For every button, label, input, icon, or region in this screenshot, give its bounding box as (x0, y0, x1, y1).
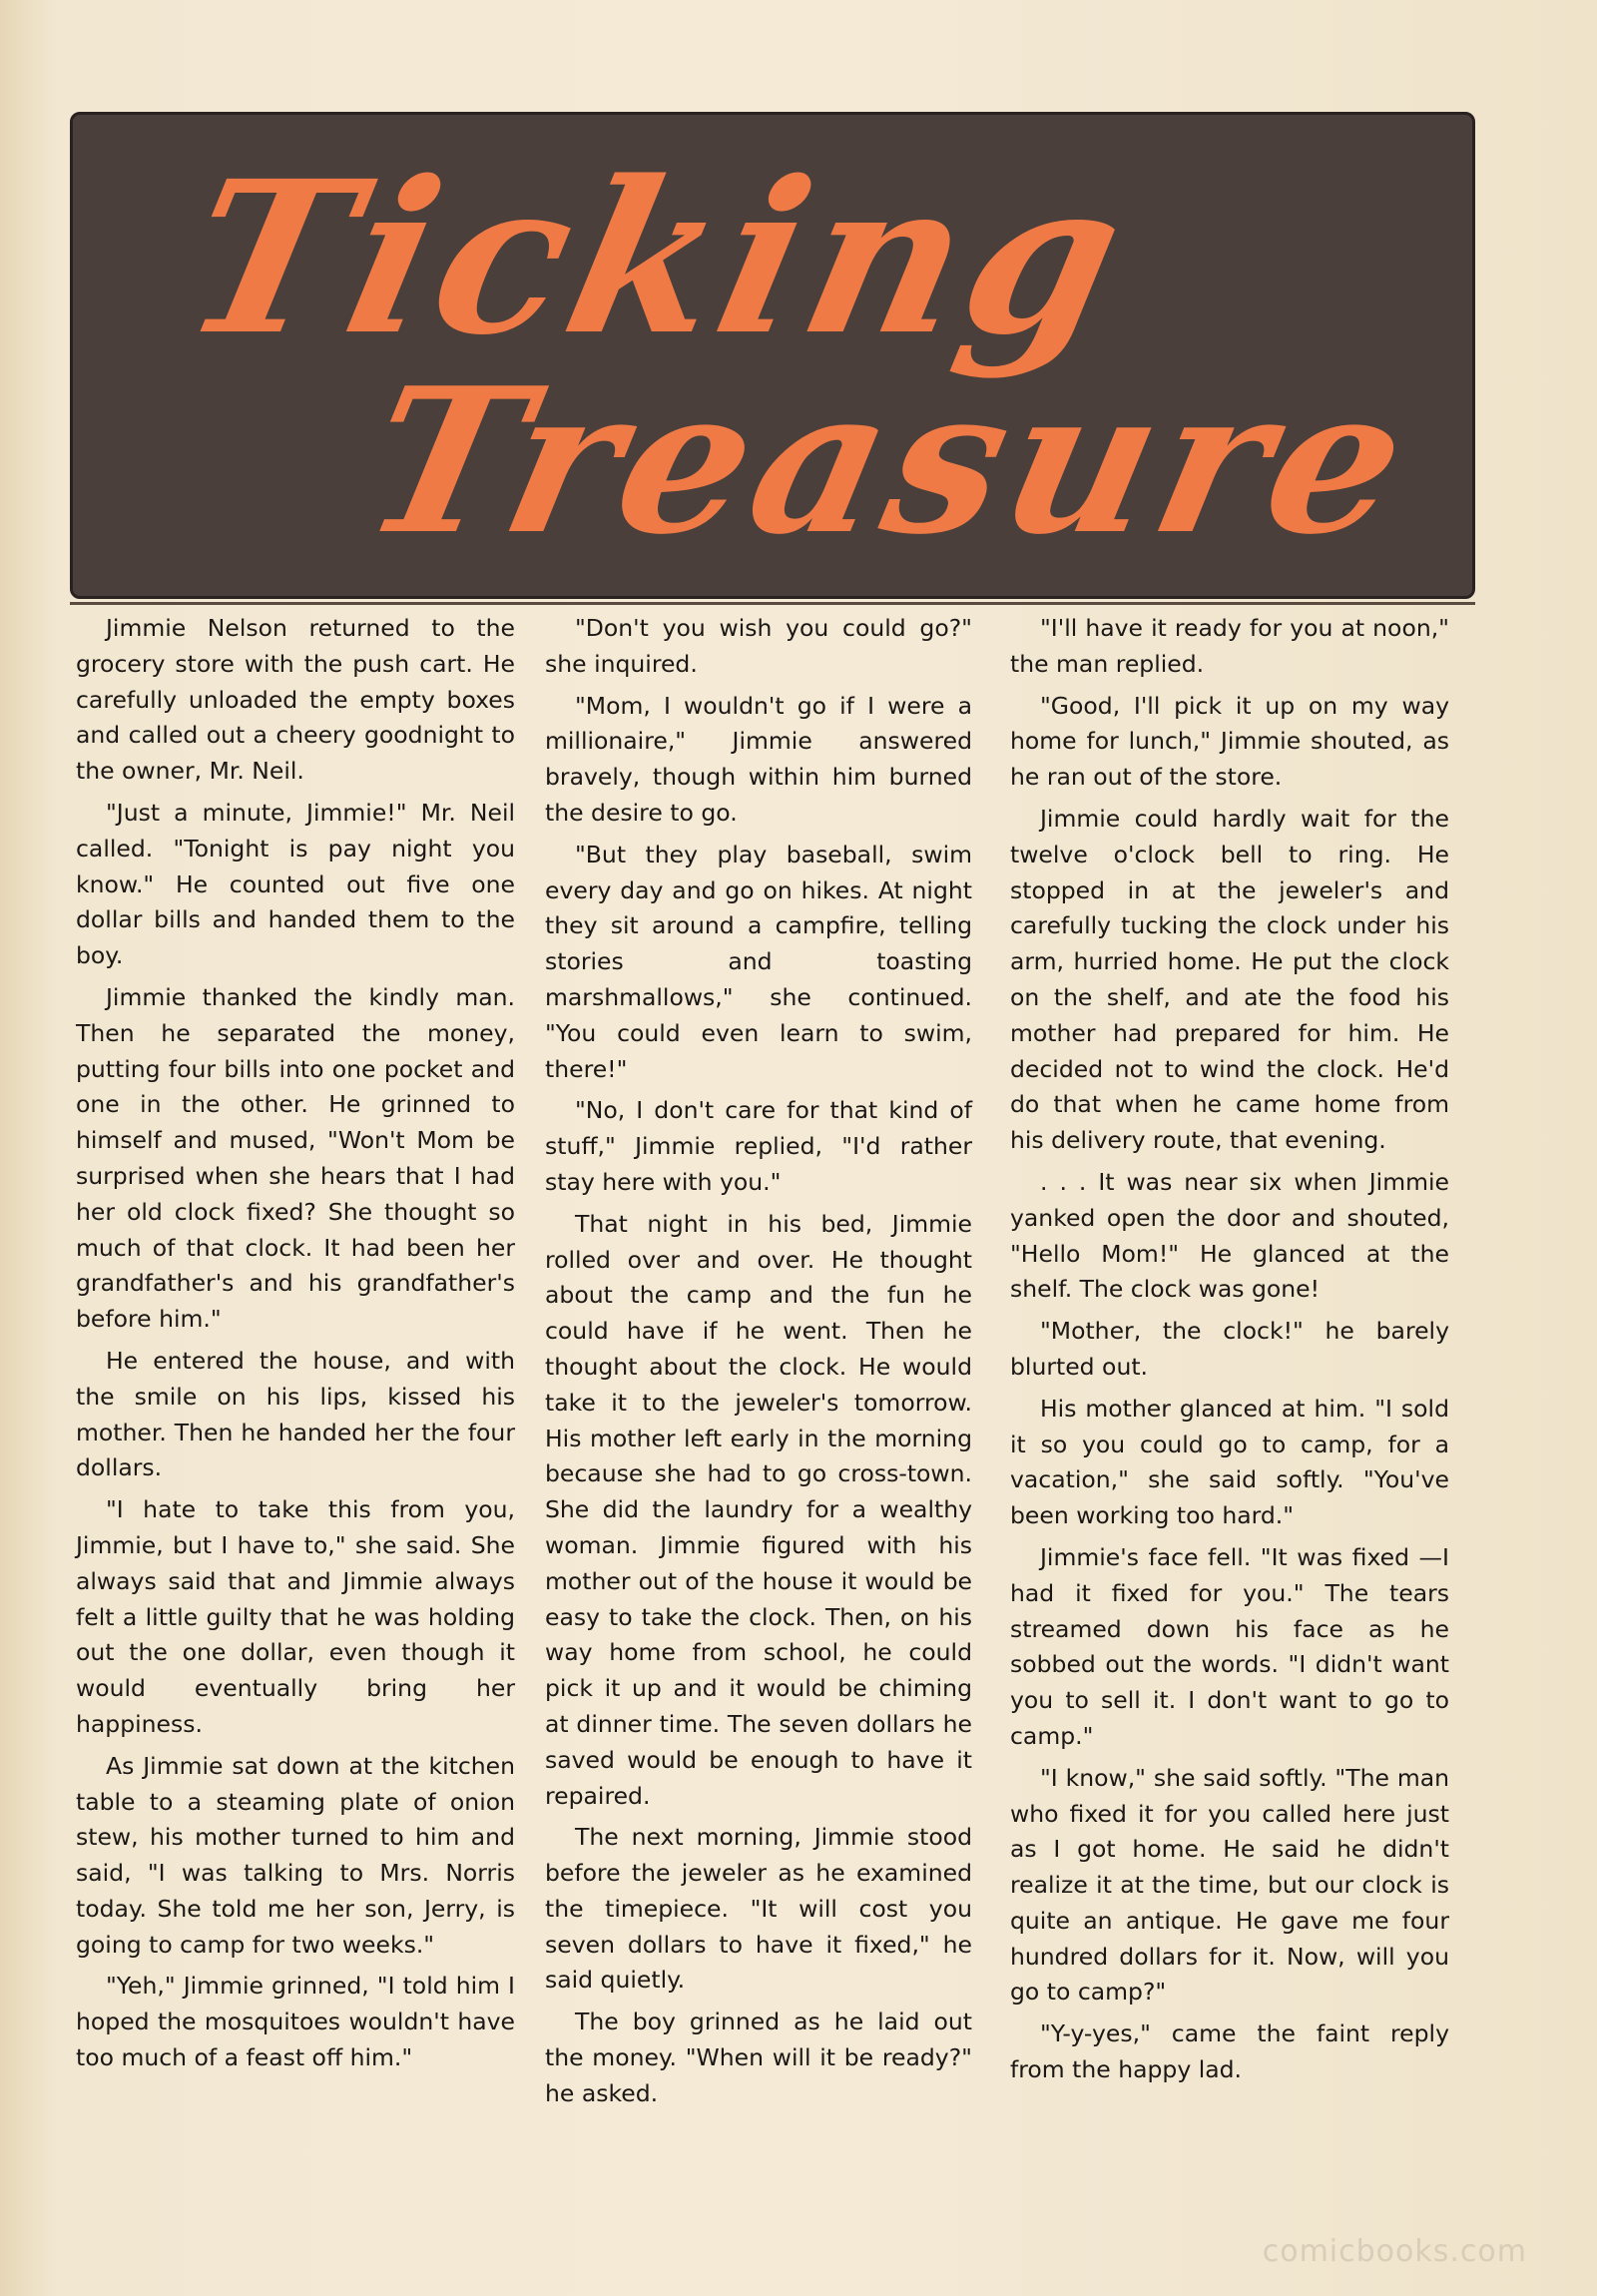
text-column-3 (1010, 611, 1449, 2094)
site-watermark: comicbooks.com (1262, 2234, 1527, 2269)
paragraph: "Mom, I wouldn't go if I were a millionaire," Jimmie answered bravely, though within him burned the desire to go. (545, 691, 972, 827)
text-column-2 (545, 611, 972, 2118)
paragraph: Jimmie could hardly wait for the twelve o'clock bell to ring. He stopped in at the jeweler's and carefully tucking the clock under his arm, hurried home. He put the clock on the shelf, and ate the food his mother had prepared for him. He decided not to wind the clock. He'd do that when he came home from his delivery route, that evening. (1010, 804, 1449, 1155)
paragraph: "Don't you wish you could go?" she inquired. (545, 614, 972, 678)
paragraph: Jimmie thanked the kindly man. Then he separated the money, putting four bills into one pocket and one in the other. He grinned to himself and mused, "Won't Mom be surprised when she hears that I had her old clock fixed? She thought so much of that clock. It had been her grandfather's and his grandfather's before him." (76, 982, 515, 1334)
paragraph: The next morning, Jimmie stood before the jeweler as he examined the timepiece. "It will cost you seven dollars to have it fixed," he said quietly. (545, 1823, 972, 1995)
title-line-1: Ticking (166, 135, 1148, 381)
paragraph: "But they play baseball, swim every day and go on hikes. At night they sit around a campfire, telling stories and toasting marshmallows," she continued. "You could even learn to swim, there!" (545, 840, 972, 1083)
paragraph: "Just a minute, Jimmie!" Mr. Neil called. "Tonight is pay night you know." He counted out five one dollar bills and handed them to the boy. (76, 798, 515, 970)
paragraph: . . . It was near six when Jimmie yanked open the door and shouted, "Hello Mom!" He glanced at the shelf. The clock was gone! (1010, 1167, 1449, 1304)
paragraph: The boy grinned as he laid out the money. "When will it be ready?" he asked. (545, 2008, 972, 2107)
paragraph: His mother glanced at him. "I sold it so you could go to camp, for a vacation," she said softly. "You've been working too hard." (1010, 1394, 1449, 1530)
paragraph: Jimmie's face fell. "It was fixed —I had it fixed for you." The tears streamed down his face as he sobbed out the words. "I didn't want you to sell it. I don't want to go to camp." (1010, 1542, 1449, 1750)
paragraph: "Good, I'll pick it up on my way home for lunch," Jimmie shouted, as he ran out of the store. (1010, 691, 1449, 792)
title-underline (70, 602, 1475, 605)
paragraph: "Mother, the clock!" he barely blurted out. (1010, 1317, 1449, 1381)
paragraph: "I'll have it ready for you at noon," the man replied. (1010, 614, 1449, 678)
paragraph: He entered the house, and with the smile on his lips, kissed his mother. Then he handed her the four dollars. (76, 1346, 515, 1482)
title-line-2: Treasure (347, 344, 1431, 579)
paragraph: "I hate to take this from you, Jimmie, but I have to," she said. She always said that and Jimmie always felt a little guilty that he was holding out the one dollar, even though it would eventually bring her happiness. (76, 1495, 515, 1738)
text-column-1 (76, 611, 515, 2082)
paragraph: That night in his bed, Jimmie rolled over and over. He thought about the camp and the fun he could have if he went. Then he thought about the clock. He would take it to the jeweler's tomorrow. His mother left early in the morning because she had to go cross-town. She did the laundry for a wealthy woman. Jimmie figured with his mother out of the house it would be easy to take the clock. Then, on his way home from school, he could pick it up and it would be chiming at dinner time. The seven dollars he saved would be enough to have it repaired. (545, 1209, 972, 1810)
title-banner (70, 112, 1475, 599)
paragraph: "Y-y-yes," came the faint reply from the happy lad. (1010, 2019, 1449, 2084)
paragraph: As Jimmie sat down at the kitchen table to a steaming plate of onion stew, his mother turned to him and said, "I was talking to Mrs. Norris today. She told me her son, Jerry, is going to camp for two weeks." (76, 1751, 515, 1959)
paragraph: "No, I don't care for that kind of stuff," Jimmie replied, "I'd rather stay here with you." (545, 1096, 972, 1196)
paragraph: "Yeh," Jimmie grinned, "I told him I hoped the mosquitoes wouldn't have too much of a feast off him." (76, 1972, 515, 2072)
paragraph: "I know," she said softly. "The man who fixed it for you called here just as I got home. He said he didn't realize it at the time, but our clock is quite an antique. He gave me four hundred dollars for it. Now, will you go to camp?" (1010, 1763, 1449, 2007)
paragraph: Jimmie Nelson returned to the grocery store with the push cart. He carefully unloaded the empty boxes and called out a cheery goodnight to the owner, Mr. Neil. (76, 614, 515, 786)
